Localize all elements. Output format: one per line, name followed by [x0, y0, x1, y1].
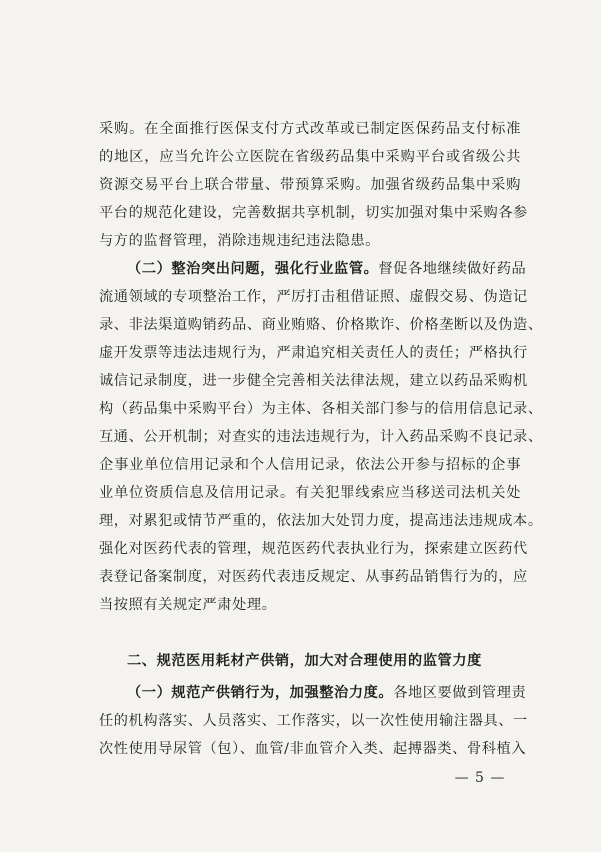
- text-line: 虚开发票等违法违规行为，严肃追究相关责任人的责任；严格执行: [99, 345, 528, 361]
- text-line: 平台的规范化建设，完善数据共享机制，切实加强对集中采购各参: [99, 205, 528, 221]
- section-2-paragraph: [99, 255, 543, 619]
- text-line: 企事业单位信用记录和个人信用记录，依法公开参与招标的企事: [99, 457, 521, 473]
- text-line: 录、非法渠道购销药品、商业贿赂、价格欺诈、价格垄断以及伪造、: [99, 317, 543, 333]
- subheading: （二）整治突出问题，强化行业监管。: [127, 261, 379, 277]
- text-line: 强化对医药代表的管理，规范医药代表执业行为，探索建立医药代: [99, 541, 528, 557]
- text-line: 理，对累犯或情节严重的，依法加大处罚力度，提高违法违规成本。: [99, 513, 543, 529]
- text-line: 与方的监督管理，消除违规违纪违法隐患。: [99, 233, 380, 249]
- text-line: 当按照有关规定严肃处理。: [99, 597, 277, 613]
- section-3-paragraph: [99, 679, 528, 763]
- text-line: 表登记备案制度，对医药代表违反规定、从事药品销售行为的，应: [99, 569, 528, 585]
- text-line: 互通、公开机制；对查实的违法违规行为，计入药品采购不良记录、: [99, 429, 543, 445]
- text-line: 业单位资质信息及信用记录。有关犯罪线索应当移送司法机关处: [99, 485, 521, 501]
- heading-line: 二、规范医用耗材产供销，加大对合理使用的监管力度: [127, 653, 482, 669]
- text-run: 督促各地继续做好药品: [378, 261, 527, 277]
- text-line: 流通领域的专项整治工作，严厉打击租借证照、虚假交易、伪造记: [99, 289, 528, 305]
- section-heading: [99, 647, 521, 675]
- text-line: 的地区，应当允许公立医院在省级药品集中采购平台或省级公共: [99, 149, 521, 165]
- text-line: 次性使用导尿管（包）、血管/非血管介入类、起搏器类、骨科植入: [99, 741, 527, 757]
- text-line: 采购。在全面推行医保支付方式改革或已制定医保药品支付标准: [99, 121, 521, 137]
- text-line: [99, 679, 527, 707]
- text-run: 各地区要做到管理责: [393, 685, 527, 701]
- text-line: 任的机构落实、人员落实、工作落实，以一次性使用输注器具、一: [99, 713, 528, 729]
- text-line: 构（药品集中采购平台）为主体、各相关部门参与的信用信息记录、: [99, 401, 543, 417]
- text-line: 资源交易平台上联合带量、带预算采购。加强省级药品集中采购: [99, 177, 521, 193]
- text-line: 诚信记录制度，进一步健全完善相关法律法规，建立以药品采购机: [99, 373, 528, 389]
- subheading: （一）规范产供销行为，加强整治力度。: [127, 685, 394, 701]
- body-text: [99, 115, 528, 255]
- text-line: [99, 255, 527, 283]
- page-number: — 5 —: [454, 770, 506, 786]
